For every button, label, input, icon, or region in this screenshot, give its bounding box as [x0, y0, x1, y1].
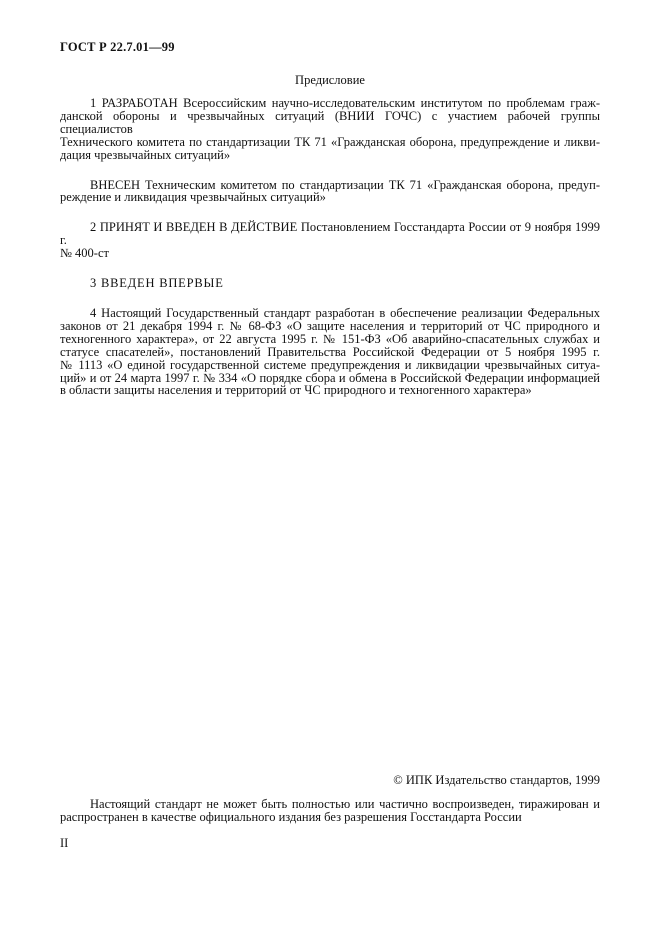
notice-line-1: Настоящий стандарт не может быть полностью или частично воспроизведен, тиражирован и — [90, 797, 600, 811]
developed-label: 1 РАЗРАБОТАН — [90, 96, 178, 110]
doc-code: ГОСТ Р 22.7.01—99 — [60, 40, 175, 54]
adopted-line-2: № 400-ст — [60, 246, 109, 261]
reproduction-notice — [60, 798, 600, 824]
paragraph-first-introduced — [60, 277, 600, 290]
developed-line-3: Технического комитета по стандартизации ТК 71 «Гражданская оборона, предупреждение и ликви- — [60, 134, 600, 149]
paragraph-basis — [60, 307, 600, 397]
basis-line-1: 4 Настоящий Государственный стандарт разработан в обеспечение реализации Федеральных — [90, 305, 600, 320]
developed-line-1: Всероссийским научно-исследовательским институтом по проблемам граж- — [183, 96, 600, 110]
developed-line-2: данской обороны и чрезвычайных ситуаций (ВНИИ ГОЧС) с участием рабочей группы специалистов — [60, 108, 600, 136]
introduced-line-1: Техническим комитетом по стандартизации ТК 71 «Гражданская оборона, предуп- — [144, 177, 600, 192]
copyright: © ИПК Издательство стандартов, 1999 — [393, 773, 600, 787]
developed-line-4: дация чрезвычайных ситуаций» — [60, 147, 231, 162]
introduced-line-2: реждение и ликвидация чрезвычайных ситуаций» — [60, 190, 326, 205]
basis-line-4: статусе спасателей», постановлений Правительства Российской Федерации от 5 ноября 1995 г. — [60, 344, 600, 359]
adopted-line-1: Постановлением Госстандарта России от 9 ноября 1999 г. — [60, 220, 600, 248]
introduced-label: ВНЕСЕН — [90, 177, 140, 192]
basis-line-5: № 1113 «О единой государственной системе предупреждения и ликвидации чрезвычайных ситуа- — [60, 357, 600, 372]
basis-line-3: техногенного характера», от 22 августа 1995 г. № 151-ФЗ «Об аварийно-спасательных службах и — [60, 331, 600, 346]
notice-line-2: распространен в качестве официального издания без разрешения Госстандарта России — [60, 810, 522, 824]
first-introduced-label: 3 ВВЕДЕН ВПЕРВЫЕ — [90, 276, 224, 291]
foreword-body — [60, 97, 600, 414]
page-number: II — [60, 836, 69, 850]
paragraph-adopted — [60, 221, 600, 260]
basis-line-6: ций» и от 24 марта 1997 г. № 334 «О порядке сбора и обмена в Российской Федерации информацией — [60, 370, 600, 385]
basis-line-7: в области защиты населения и территорий от ЧС природного и техногенного характера» — [60, 383, 532, 398]
section-title: Предисловие — [295, 73, 365, 87]
basis-line-2: законов от 21 декабря 1994 г. № 68-ФЗ «О защите населения и территорий от ЧС природного и — [60, 318, 600, 333]
paragraph-introduced — [60, 179, 600, 205]
adopted-label: 2 ПРИНЯТ И ВВЕДЕН В ДЕЙСТВИЕ — [90, 220, 298, 235]
paragraph-developed — [60, 97, 600, 162]
